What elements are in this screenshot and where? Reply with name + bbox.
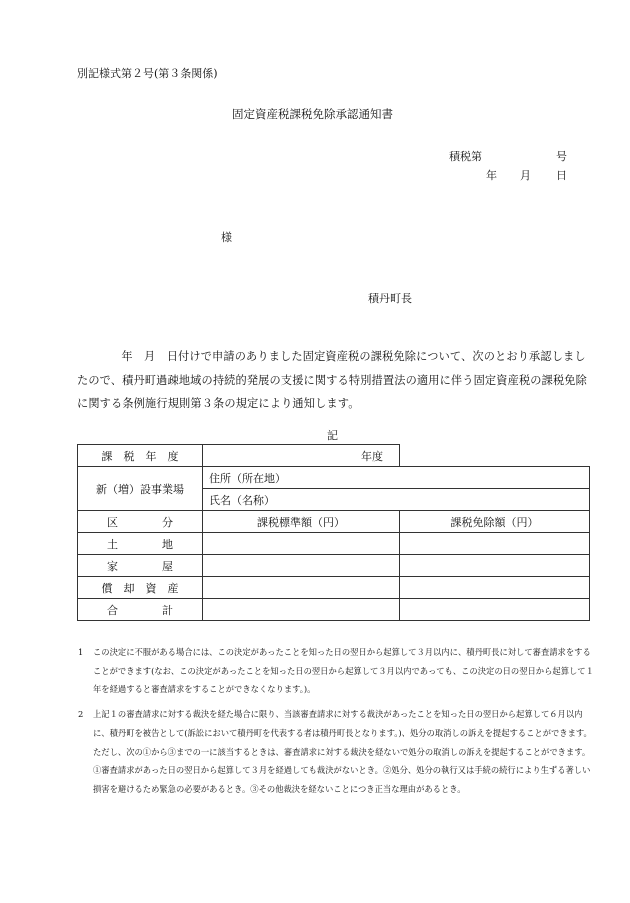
document-number-prefix: 積税第 xyxy=(449,150,482,163)
exemption-table xyxy=(77,444,590,621)
address-label: 住所（所在地） xyxy=(203,467,590,489)
body-paragraph: 年 月 日付けで申請のありました固定資産税の課税免除について、次のとおり承認しましたので、積丹町過疎地域の持続的発展の支援に関する特別措置法の適用に伴う固定資産税の課税免除に関する条例施行規則第３条の規定により通知します。 xyxy=(77,350,587,410)
row-label-land: 土 地 xyxy=(78,533,203,555)
note-item xyxy=(77,705,597,799)
note-number: 2 xyxy=(78,709,84,720)
form-reference: 別記様式第２号(第３条関係) xyxy=(77,67,218,80)
standard-amount-cell xyxy=(203,533,400,555)
note-text: 上記１の審査請求に対する裁決を経た場合に限り、当該審査請求に対する裁決があったことを知った日の翌日から起算して６月以内に、積丹町を被告として(訴訟において積丹町を代表する者は積丹町長となります。)、処分の取消しの訴えを提起することができます。ただし、次の①から③までの一に該当するときは、審査請求に対する裁決を経ないで処分の取消しの訴えを提起することができます。①審査請求があった日の翌日から起算して３月を経過しても裁決がないとき。②処分、処分の執行又は手続の続行により生ずる著しい損害を避けるため緊急の必要があるとき。③その他裁決を経ないことにつき正当な理由があるとき。 xyxy=(93,709,592,794)
note-item xyxy=(77,643,597,699)
header-row xyxy=(78,511,590,533)
date-year: 年 xyxy=(486,169,497,182)
table-row xyxy=(78,555,590,577)
tax-year-row xyxy=(78,445,590,467)
standard-amount-cell xyxy=(203,599,400,621)
address-row xyxy=(78,467,590,489)
notes-section xyxy=(77,643,597,799)
document-title: 固定資産税課税免除承認通知書 xyxy=(232,107,393,121)
exemption-amount-cell xyxy=(400,533,590,555)
business-label: 新（増）設事業場 xyxy=(78,467,203,511)
tax-year-suffix: 年度 xyxy=(203,445,400,467)
standard-amount-cell xyxy=(203,555,400,577)
exemption-amount-cell xyxy=(400,555,590,577)
date-month: 月 xyxy=(520,169,531,182)
category-header: 区 分 xyxy=(78,511,203,533)
date-day: 日 xyxy=(556,169,567,182)
exemption-amount-header: 課税免除額（円） xyxy=(400,511,590,533)
standard-amount-cell xyxy=(203,577,400,599)
empty-cell xyxy=(400,445,590,467)
row-label-total: 合 計 xyxy=(78,599,203,621)
issuer-name: 積丹町長 xyxy=(368,292,412,305)
name-label: 氏名（名称） xyxy=(203,489,590,511)
table-row xyxy=(78,599,590,621)
ki-label: 記 xyxy=(327,429,338,442)
note-text: この決定に不服がある場合には、この決定があったことを知った日の翌日から起算して３月以内に、積丹町長に対して審査請求をすることができます(なお、この決定があったことを知った日の翌日から起算して３月以内であっても、この決定の日の翌日から起算して１年を経過すると審査請求をすることができなくなります。)。 xyxy=(93,647,594,695)
standard-amount-header: 課税標準額（円） xyxy=(203,511,400,533)
document-number-suffix: 号 xyxy=(556,150,567,163)
addressee-honorific: 様 xyxy=(221,231,232,244)
row-label-house: 家 屋 xyxy=(78,555,203,577)
table-row xyxy=(78,533,590,555)
note-number: 1 xyxy=(78,647,84,657)
tax-year-label: 課 税 年 度 xyxy=(78,445,203,467)
exemption-amount-cell xyxy=(400,577,590,599)
exemption-amount-cell xyxy=(400,599,590,621)
row-label-depreciable: 償 却 資 産 xyxy=(78,577,203,599)
table-row xyxy=(78,577,590,599)
